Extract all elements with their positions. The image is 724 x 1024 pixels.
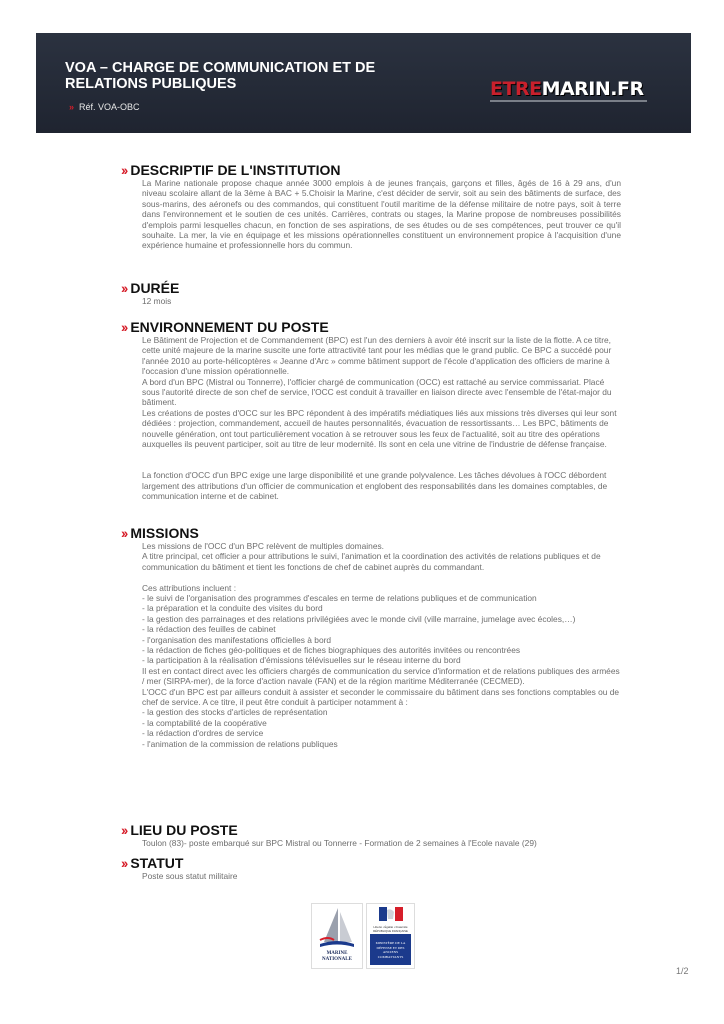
section-duree	[121, 280, 621, 306]
page-title: VOA – CHARGE DE COMMUNICATION ET DE RELATIONS PUBLIQUES	[65, 60, 376, 92]
section-title	[121, 822, 621, 838]
ministere-defense-logo	[366, 903, 415, 969]
chevron-right-icon: ››	[121, 162, 127, 178]
page-number: 1/2	[676, 966, 689, 976]
section-title-text: ENVIRONNEMENT DU POSTE	[130, 319, 329, 335]
section-institution	[121, 162, 621, 251]
section-title-text: LIEU DU POSTE	[130, 822, 238, 838]
list-item: - la gestion des stocks d'articles de représentation	[142, 707, 328, 718]
paragraph: L'OCC d'un BPC est par ailleurs conduit à assister et seconder le commissaire du bâtiment dans ses fonctions comptables ou de chef de service. A ce titre, il peut être conduit à participer notamment à :	[142, 686, 620, 708]
paragraph: A bord d'un BPC (Mistral ou Tonnerre), l'officier chargé de communication (OCC) est rattaché au service commissariat. Placé sous l'autorité directe de son chef de service, l'OCC est conduit à travailler en liaison directe avec l'ensemble de l'état-major du bâtiment.	[142, 376, 612, 408]
list-item: - la rédaction de fiches géo-politiques et de fiches biographiques des autorités invitées ou rencontrées	[142, 645, 521, 656]
list-item: - le suivi de l'organisation des programmes d'escales en terme de relations publiques et de communication	[142, 593, 537, 604]
section-body	[142, 178, 621, 251]
section-statut	[121, 855, 621, 881]
etremarin-logo	[490, 78, 647, 100]
chevron-right-icon: ››	[121, 855, 127, 871]
section-body	[142, 335, 621, 501]
section-title	[121, 855, 621, 871]
marine-nationale-text: MARINE NATIONALE	[322, 951, 352, 962]
section-title-text: MISSIONS	[130, 525, 199, 541]
ministry-text: MINISTÈRE DE LA DÉFENSE ET DES ANCIENS COMBATTANTS	[375, 941, 406, 959]
paragraph: 12 mois	[142, 296, 172, 306]
section-title	[121, 280, 621, 296]
logo-underline	[490, 100, 647, 102]
section-title-text: DESCRIPTIF DE L'INSTITUTION	[130, 162, 341, 178]
marine-nationale-logo	[311, 903, 363, 969]
paragraph: Toulon (83)- poste embarqué sur BPC Mistral ou Tonnerre - Formation de 2 semaines à l'Ecole navale (29)	[142, 838, 537, 848]
list-item: - la participation à la réalisation d'émissions télévisuelles sur le réseau interne du bord	[142, 655, 461, 666]
chevron-right-icon: ››	[121, 822, 127, 838]
paragraph: A titre principal, cet officier a pour attributions le suivi, l'animation et la coordination des activités de relations publiques et de communication du bâtiment et tient les fonctions de chef de cabinet auprès du commandant.	[142, 551, 601, 572]
paragraph: La Marine nationale propose chaque année 3000 emplois à de jeunes français, garçons et filles, âgés de 16 à 29 ans, d'un niveau scolaire allant de la 3ème à BAC + 5.Choisir la Marine, c'est décider de servir, soit au sein des bâtiments de surface, des sous-marins, des aéronefs ou des commandos, qui constituent l'outil maritime de la défense militaire de notre pays, soit à terre dans l'environnement et le soutien de ces unités. Carrières, contrats ou stages, la Marine propose de nombreuses possibilités d'emplois parmi lesquelles chacun, en fonction de ses aspirations, de ses études ou de ses compétences, peut trouver ce qu'il souhaite. La mer, la vie en équipage et les missions opérationnelles constituent un environnement propice à l'acquisition d'une expérience humaine et professionnelle hors du commun.	[142, 178, 621, 251]
paragraph: Il est en contact direct avec les officiers chargés de communication du service d'information et de relations publiques des armées / mer (SIRPA-mer), de la force d'action navale (FAN) et de la région maritime Méditerranée (CECMED).	[142, 665, 620, 687]
chevron-right-icon: ››	[121, 280, 127, 296]
page-header	[36, 33, 691, 133]
paragraph: La fonction d'OCC d'un BPC exige une large disponibilité et une grande polyvalence. Les tâches dévolues à l'OCC débordent largement des attributions d'un officier de communication et englobent des responsabilités dans les domaines comptables, de communication interne et de cabinet.	[142, 470, 608, 502]
section-title	[121, 319, 621, 335]
footer-logos	[311, 903, 413, 967]
section-title-text: STATUT	[130, 855, 184, 871]
section-title	[121, 525, 621, 541]
list-title: Ces attributions incluent :	[142, 582, 237, 593]
list-item: - la préparation et la conduite des visites du bord	[142, 603, 323, 614]
paragraph: Poste sous statut militaire	[142, 871, 238, 881]
sail-icon	[312, 904, 362, 950]
republique-text: Liberté • Égalité • Fraternité RÉPUBLIQUE FRANÇAISE	[373, 925, 408, 933]
reference	[69, 102, 140, 112]
section-environnement	[121, 319, 621, 501]
section-body	[142, 871, 621, 881]
reference-text: Réf. VOA-OBC	[79, 102, 140, 112]
list-item: - l'animation de la commission de relations publiques	[142, 738, 338, 749]
chevron-right-icon: »	[69, 102, 74, 112]
logo-part-1: ETRE	[490, 78, 542, 100]
section-missions	[121, 525, 621, 749]
chevron-right-icon: ››	[121, 525, 127, 541]
section-body	[142, 296, 621, 306]
paragraph: Les missions de l'OCC d'un BPC relèvent de multiples domaines.	[142, 541, 384, 551]
section-title	[121, 162, 621, 178]
list-item: - la gestion des parrainages et des relations privilégiées avec le monde civil (ville marraine, jumelage avec écoles,…)	[142, 613, 576, 624]
list-item: - la rédaction d'ordres de service	[142, 728, 264, 739]
logo-part-2: MARIN.FR	[541, 78, 644, 100]
section-title-text: DURÉE	[130, 280, 180, 296]
list-item: - l'organisation des manifestations officielles à bord	[142, 634, 332, 645]
section-body	[142, 838, 621, 848]
marianne-icon	[367, 904, 414, 926]
paragraph: Le Bâtiment de Projection et de Commandement (BPC) est l'un des derniers à avoir été inscrit sur la liste de la flotte. A ce titre, cette unité majeure de la marine suscite une forte attractivité tant pour les médias que le grand public. Ce BPC a succédé pour l'année 2010 au porte-hélicoptères « Jeanne d'Arc » comme bâtiment support de l'école d'application des officiers de marine à l'occasion d'une mission opérationnelle.	[142, 335, 612, 377]
chevron-right-icon: ››	[121, 319, 127, 335]
list-item: - la comptabilité de la coopérative	[142, 717, 267, 728]
section-lieu	[121, 822, 621, 848]
list-item: - la rédaction des feuilles de cabinet	[142, 624, 276, 635]
paragraph: Les créations de postes d'OCC sur les BPC répondent à des impératifs médiatiques liés aux missions très diverses qui leur sont dédiées : projection, commandement, accueil de hautes personnalités, évacuation de ressortissants… Les BPC, bâtiments de nouvelle génération, ont tout particulièrement vocation à se retrouver sous les feux de l'actualité, soit au titre des opérations auxquelles ils peuvent participer, soit au titre de leur modernité. Ils sont en cela une vitrine de l'industrie de défense française.	[142, 407, 617, 450]
section-body	[142, 541, 621, 749]
